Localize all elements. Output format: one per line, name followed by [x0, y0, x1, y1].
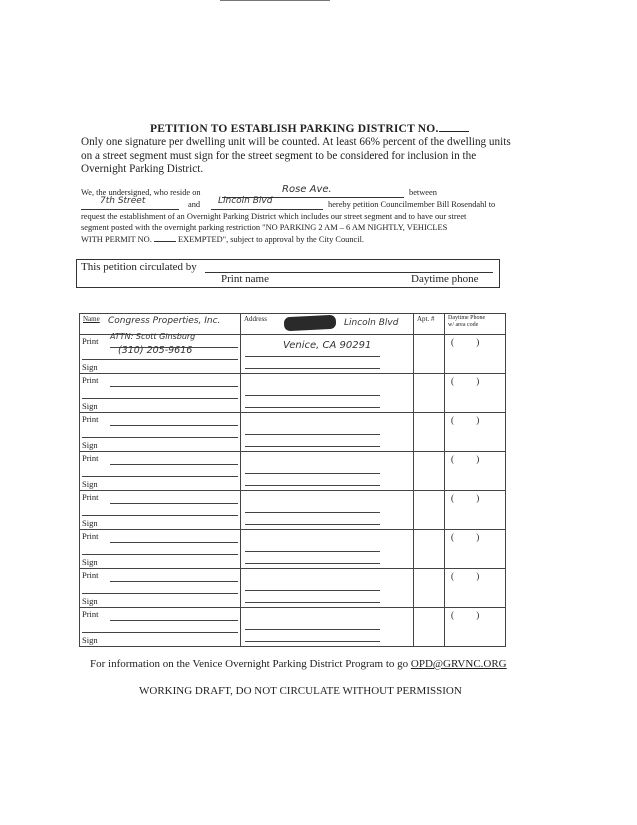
apt-cell[interactable]	[414, 608, 445, 647]
address-cell[interactable]	[241, 569, 414, 608]
to-street-underline	[211, 209, 323, 210]
address-line[interactable]	[245, 551, 380, 552]
print-line[interactable]	[110, 581, 238, 582]
phone-placeholder: ( )	[451, 376, 490, 386]
name-line[interactable]	[82, 515, 238, 516]
phone-cell[interactable]	[445, 530, 506, 569]
name-line[interactable]	[82, 554, 238, 555]
district-number-blank[interactable]	[439, 121, 469, 132]
page-title	[150, 121, 469, 135]
address-cell[interactable]	[241, 374, 414, 413]
phone-cell[interactable]	[445, 413, 506, 452]
apt-cell[interactable]	[414, 491, 445, 530]
street-field[interactable]: Rose Ave.	[282, 184, 332, 195]
table-row	[80, 569, 506, 608]
between-label: between	[409, 188, 437, 197]
print-label: Print	[82, 453, 99, 463]
phone-cell[interactable]	[445, 374, 506, 413]
name-cell[interactable]	[80, 608, 241, 647]
to-street-field[interactable]: Lincoln Blvd	[218, 196, 273, 206]
scan-edge-line	[220, 0, 330, 1]
apt-cell[interactable]	[414, 374, 445, 413]
print-line[interactable]	[110, 425, 238, 426]
address-line[interactable]	[245, 473, 380, 474]
print-label: Print	[82, 492, 99, 502]
print-line[interactable]	[110, 503, 238, 504]
draft-notice: WORKING DRAFT, DO NOT CIRCULATE WITHOUT PERMISSION	[139, 685, 462, 697]
print-label: Print	[82, 414, 99, 424]
table-row	[80, 491, 506, 530]
address-cell[interactable]	[241, 608, 414, 647]
address-line-2[interactable]	[245, 368, 380, 369]
address-line[interactable]	[245, 395, 380, 396]
print-line[interactable]	[110, 542, 238, 543]
sign-label: Sign	[82, 440, 98, 450]
apt-cell[interactable]	[414, 530, 445, 569]
name-cell[interactable]	[80, 374, 241, 413]
first-entry-name: Congress Properties, Inc.	[108, 316, 221, 326]
print-line[interactable]	[110, 620, 238, 621]
name-line[interactable]	[82, 359, 238, 360]
name-line[interactable]	[82, 398, 238, 399]
intro-paragraph	[81, 136, 541, 177]
from-street-underline	[81, 209, 179, 210]
intro-line-3: Overnight Parking District.	[81, 163, 204, 175]
sign-label: Sign	[82, 518, 98, 528]
sign-label: Sign	[82, 596, 98, 606]
redacted-street-number	[284, 315, 337, 332]
first-entry-address-2: Venice, CA 90291	[283, 340, 372, 351]
phone-cell[interactable]	[445, 335, 506, 374]
phone-placeholder: ( )	[451, 415, 490, 425]
from-street-field[interactable]: 7th Street	[100, 196, 146, 206]
permit-number-blank[interactable]	[154, 233, 176, 242]
header-apt: Apt. #	[414, 314, 445, 335]
header-address: Address	[241, 314, 414, 335]
print-label: Print	[82, 336, 99, 346]
address-line[interactable]	[245, 590, 380, 591]
address-cell[interactable]	[241, 491, 414, 530]
phone-placeholder: ( )	[451, 532, 490, 542]
sign-label: Sign	[82, 479, 98, 489]
petition-line-3: segment posted with the overnight parking restriction "NO PARKING 2 AM – 6 AM NIGHTLY, VEHICLES	[81, 223, 448, 232]
address-line-2[interactable]	[245, 446, 380, 447]
table-row	[80, 374, 506, 413]
apt-cell[interactable]	[414, 413, 445, 452]
name-line[interactable]	[82, 593, 238, 594]
name-line[interactable]	[82, 632, 238, 633]
circulator-label: This petition circulated by	[81, 261, 197, 273]
first-entry-address-1: Lincoln Blvd	[344, 318, 399, 328]
signature-table	[79, 313, 506, 647]
print-label: Print	[82, 609, 99, 619]
name-line[interactable]	[82, 437, 238, 438]
address-line[interactable]	[245, 434, 380, 435]
daytime-phone-label: Daytime phone	[411, 273, 479, 285]
title-text: PETITION TO ESTABLISH PARKING DISTRICT NO.	[150, 123, 439, 135]
address-line-2[interactable]	[245, 524, 380, 525]
phone-placeholder: ( )	[451, 610, 490, 620]
address-line-2[interactable]	[245, 602, 380, 603]
address-line-2[interactable]	[245, 485, 380, 486]
footer-email-link[interactable]: OPD@GRVNC.ORG	[410, 658, 507, 670]
petition-line-2: request the establishment of an Overnight Parking District which includes our street segment and to have our street	[81, 212, 467, 221]
phone-placeholder: ( )	[451, 454, 490, 464]
print-label: Print	[82, 531, 99, 541]
we-reside-label: We, the undersigned, who reside on	[81, 188, 201, 197]
permit-label: WITH PERMIT NO.	[81, 235, 152, 244]
phone-cell[interactable]	[445, 569, 506, 608]
first-entry-print: ATTN: Scott Ginsburg	[110, 332, 196, 341]
address-line[interactable]	[245, 629, 380, 630]
address-cell[interactable]	[241, 452, 414, 491]
petition-text: hereby petition Councilmember Bill Rosendahl to	[328, 200, 496, 209]
address-cell[interactable]	[241, 413, 414, 452]
phone-placeholder: ( )	[451, 337, 490, 347]
table-row	[80, 608, 506, 647]
name-cell[interactable]	[80, 413, 241, 452]
circulator-box	[76, 259, 500, 288]
phone-placeholder: ( )	[451, 493, 490, 503]
address-line-2[interactable]	[245, 563, 380, 564]
address-line[interactable]	[245, 356, 380, 357]
address-cell[interactable]	[241, 530, 414, 569]
intro-line-2: on a street segment must sign for the street segment to be considered for inclusion in the	[81, 149, 477, 162]
phone-placeholder: ( )	[451, 571, 490, 581]
intro-line-1: Only one signature per dwelling unit will be counted. At least 66% percent of the dwelling units	[81, 136, 511, 148]
apt-cell[interactable]	[414, 452, 445, 491]
print-line[interactable]	[110, 464, 238, 465]
phone-cell[interactable]	[445, 452, 506, 491]
name-cell[interactable]	[80, 452, 241, 491]
table-row	[80, 452, 506, 491]
and-label: and	[188, 200, 201, 209]
footer-info	[90, 658, 507, 670]
table-row	[80, 530, 506, 569]
address-line-2[interactable]	[245, 407, 380, 408]
header-name: Name	[80, 314, 241, 335]
print-label: Print	[82, 570, 99, 580]
petition-line-4	[81, 233, 364, 245]
print-label: Print	[82, 375, 99, 385]
exempted-text: EXEMPTED", subject to approval by the City Council.	[177, 235, 365, 244]
table-row	[80, 413, 506, 452]
name-cell[interactable]	[80, 569, 241, 608]
header-phone: Daytime Phone w/ area code	[445, 314, 506, 335]
address-line-2[interactable]	[245, 641, 380, 642]
address-line[interactable]	[245, 512, 380, 513]
print-line[interactable]	[110, 386, 238, 387]
apt-cell[interactable]	[414, 335, 445, 374]
footer-info-text: For information on the Venice Overnight Parking District Program to go	[90, 658, 409, 670]
name-cell[interactable]	[80, 530, 241, 569]
sign-label: Sign	[82, 362, 98, 372]
sign-label: Sign	[82, 635, 98, 645]
phone-cell[interactable]	[445, 491, 506, 530]
name-line[interactable]	[82, 476, 238, 477]
phone-cell[interactable]	[445, 608, 506, 647]
print-name-label: Print name	[221, 273, 269, 285]
apt-cell[interactable]	[414, 569, 445, 608]
first-entry-phone: (310) 205-9616	[118, 345, 193, 356]
name-cell[interactable]	[80, 491, 241, 530]
sign-label: Sign	[82, 401, 98, 411]
sign-label: Sign	[82, 557, 98, 567]
